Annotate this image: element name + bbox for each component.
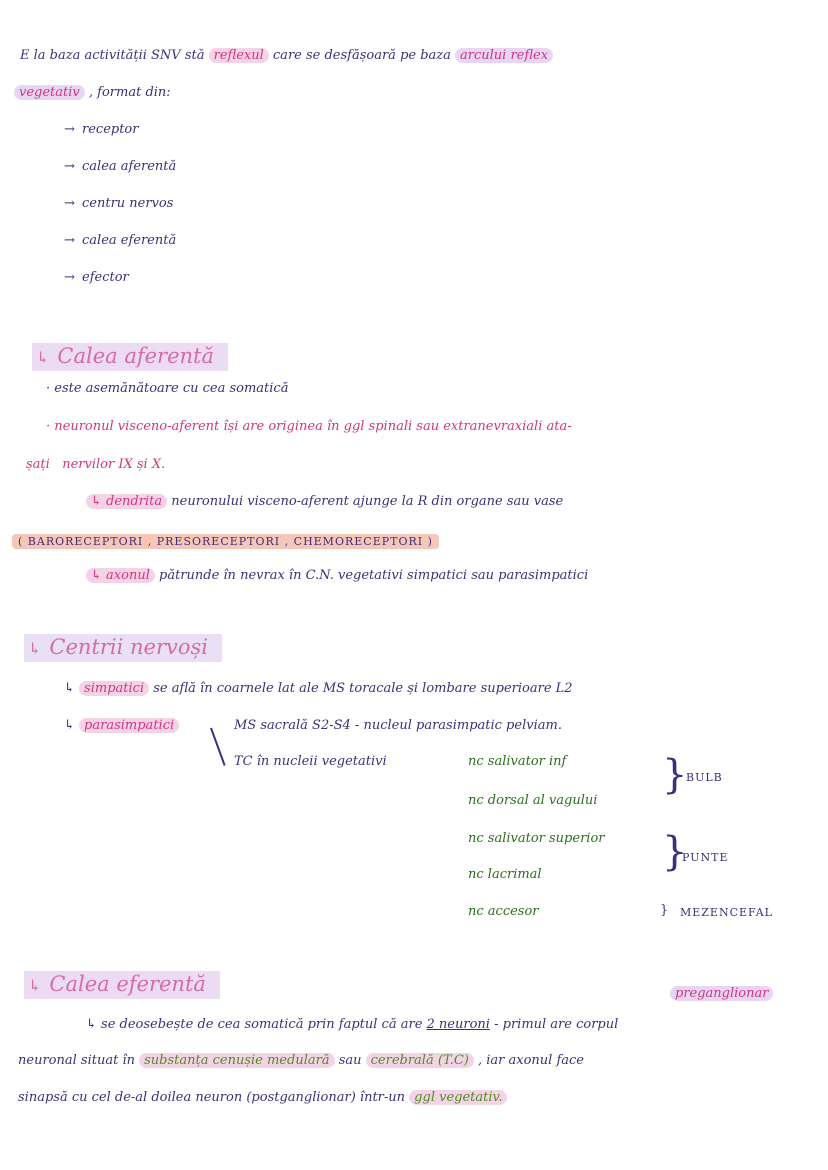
eferenta-line-3 <box>18 1089 507 1107</box>
aferenta-bullet-2a: · neuronul visceno-aferent își are originea în <box>46 419 340 434</box>
eferenta-line-1b: - primul are corpul <box>494 1017 619 1032</box>
highlight-substanta-cenusie: substanța cenușie medulară <box>139 1053 334 1068</box>
highlight-arc-reflex: arcului reflex <box>455 48 553 63</box>
component-label: efector <box>82 270 129 285</box>
eferenta-2-neuroni: 2 neuroni <box>426 1017 490 1032</box>
axon-line <box>86 567 588 585</box>
heading-text: Calea aferentă <box>57 344 215 368</box>
heading-text: Centrii nervoși <box>49 635 209 659</box>
aferenta-bullet-1: · este asemănătoare cu cea somatică <box>46 381 289 396</box>
eferenta-line-2b: , iar axonul face <box>477 1053 584 1068</box>
nucleus-item-4: nc accesor <box>468 904 539 919</box>
aferenta-bullet-2-ggl: ggl spinali sau extranevraxiali ata- <box>343 419 572 434</box>
return-arrow-icon: ↳ <box>28 976 42 995</box>
arrow-right-icon: → <box>64 122 75 137</box>
brace-bulb: } <box>662 752 688 798</box>
label-punte: PUNTE <box>682 851 729 864</box>
highlight-vegetativ: vegetativ <box>14 85 85 100</box>
intro-line-2 <box>14 84 171 102</box>
return-arrow-icon: ↳ <box>36 348 50 367</box>
component-label: receptor <box>82 122 139 137</box>
branch-line <box>210 728 225 766</box>
arrow-right-icon: → <box>64 159 75 174</box>
intro-text-2b: , format din: <box>88 85 171 100</box>
nucleus-item-0: nc salivator inf <box>468 754 567 769</box>
dendrita-label: dendrita <box>106 494 163 509</box>
brace-punte: } <box>662 829 688 875</box>
brace-mezencefal: } <box>660 903 669 918</box>
ms-sacrala: MS sacrală S2-S4 - nucleul parasimpatic pelviam. <box>234 718 562 733</box>
return-arrow-icon: ↳ <box>91 494 102 509</box>
dendrita-rest: neuronului visceno-aferent ajunge la R din organe sau vase <box>171 494 564 509</box>
nucleus-item-3: nc lacrimal <box>468 867 542 882</box>
label-mezencefal: MEZENCEFAL <box>680 906 773 919</box>
component-item-2 <box>64 195 173 213</box>
arrow-right-icon: → <box>64 270 75 285</box>
simpatici-line <box>64 680 573 698</box>
eferenta-line-1 <box>86 1016 618 1034</box>
highlight-simpatici: simpatici <box>79 681 149 696</box>
component-item-0 <box>64 121 138 139</box>
heading-centrii-nervosi <box>24 634 222 662</box>
component-label: centru nervos <box>82 196 174 211</box>
return-arrow-icon: ↳ <box>28 639 42 658</box>
return-arrow-icon: ↳ <box>64 718 75 733</box>
highlight-parasimpatici: parasimpatici <box>79 718 179 733</box>
tc-nuclei: TC în nucleii vegetativi <box>234 754 387 769</box>
aferenta-bullet-2 <box>46 418 572 436</box>
component-item-3 <box>64 232 176 250</box>
eferenta-line-1a: ↳ se deosebește de cea somatică prin faptul că are <box>86 1017 423 1032</box>
axon-rest: pătrunde în nevrax în C.N. vegetativi simpatici sau parasimpatici <box>159 568 589 583</box>
highlight-axonul <box>86 568 155 583</box>
heading-text: Calea eferentă <box>49 972 206 996</box>
arrow-right-icon: → <box>64 233 75 248</box>
nucleus-item-1: nc dorsal al vagului <box>468 793 598 808</box>
parasimpatici-line <box>64 717 179 735</box>
intro-line-1 <box>20 47 553 65</box>
eferenta-line-2a: neuronal situat în <box>18 1053 135 1068</box>
dendrita-line <box>86 493 563 511</box>
component-label: calea eferentă <box>82 233 177 248</box>
simpatici-rest: se află în coarnele lat ale MS toracale și lombare superioare L2 <box>153 681 573 696</box>
aferenta-line-3b: nervilor IX și X. <box>62 457 166 472</box>
component-item-1 <box>64 158 176 176</box>
label-bulb: BULB <box>686 771 723 784</box>
aferenta-line-3a: șați <box>26 457 50 472</box>
receptors-label: ( BARORECEPTORI , PRESORECEPTORI , CHEMORECEPTORI ) <box>12 534 439 549</box>
heading-calea-eferenta <box>24 971 220 999</box>
receptors-line <box>12 533 439 551</box>
arrow-right-icon: → <box>64 196 75 211</box>
highlight-reflexul: reflexul <box>209 48 269 63</box>
highlight-dendrita <box>86 494 167 509</box>
component-item-4 <box>64 269 129 287</box>
heading-calea-aferenta <box>32 343 228 371</box>
highlight-ggl-vegetativ: ggl vegetativ. <box>409 1090 507 1105</box>
preganglionar-note <box>670 985 773 1003</box>
highlight-preganglionar: preganglionar <box>670 986 773 1001</box>
intro-text-1a: Ε la baza activității SNV stă <box>20 48 205 63</box>
return-arrow-icon: ↳ <box>64 681 75 696</box>
component-label: calea aferentă <box>82 159 177 174</box>
return-arrow-icon: ↳ <box>91 568 102 583</box>
axonul-label: axonul <box>106 568 150 583</box>
nucleus-item-2: nc salivator superior <box>468 831 605 846</box>
eferenta-sau: sau <box>338 1053 362 1068</box>
intro-text-1b: care se desfășoară pe baza <box>272 48 451 63</box>
aferenta-line-3 <box>26 456 165 474</box>
eferenta-line-2 <box>18 1052 584 1070</box>
eferenta-line-3a: sinapsă cu cel de-al doilea neuron (postganglionar) într-un <box>18 1090 406 1105</box>
highlight-cerebrala: cerebrală (T.C) <box>366 1053 474 1068</box>
